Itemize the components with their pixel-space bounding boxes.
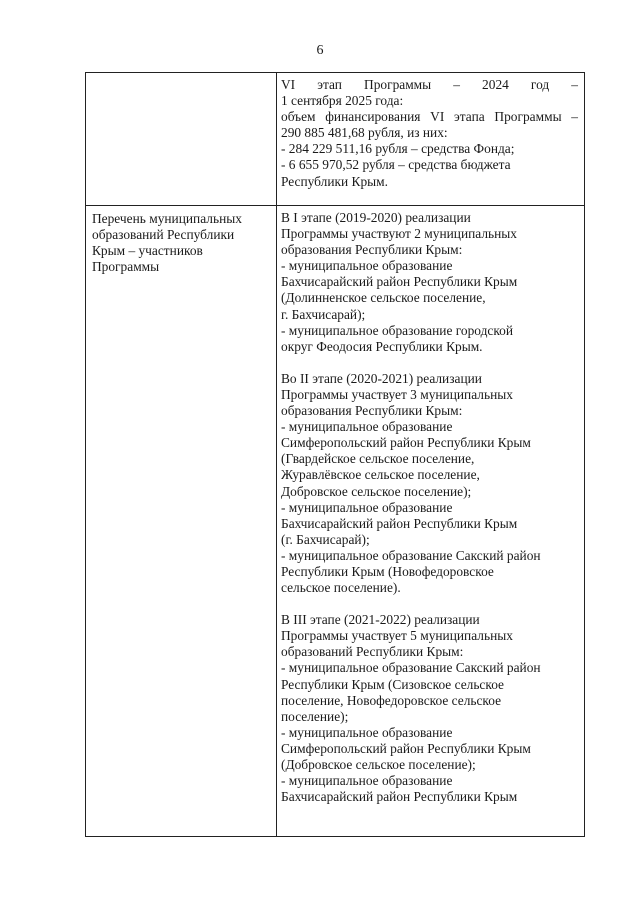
financing-cell <box>277 73 585 206</box>
text-line: сельское поселение). <box>281 580 401 596</box>
text-line: поселение, Новофедоровское сельское <box>281 692 502 708</box>
page-number: 6 <box>316 43 324 58</box>
empty-left-cell <box>86 73 277 206</box>
text-line: 290 885 481,68 рубля, из них: <box>281 125 448 141</box>
text-line: образования Республики Крым: <box>281 403 463 419</box>
text-line: (Добровское сельское поселение); <box>281 757 476 772</box>
text-line: (г. Бахчисарай); <box>281 531 370 547</box>
text-line: - муниципальное образование <box>281 419 453 435</box>
table-row-financing <box>86 73 585 206</box>
text-line: образований Республики Крым: <box>281 644 464 660</box>
label-line: Крым – участников <box>92 243 203 259</box>
text-line: Симферопольский район Республики Крым <box>281 740 531 756</box>
text-line: VI этап Программы – 2024 год – <box>281 77 578 92</box>
text-line: - муниципальное образование <box>281 499 453 515</box>
text-line: - муниципальное образование <box>281 724 453 740</box>
text-line: Республики Крым. <box>281 173 388 189</box>
label-line: образований Республики <box>92 227 235 243</box>
text-line: объем финансирования VI этапа Программы – <box>281 109 578 125</box>
text-line: - муниципальное образование городской <box>281 322 514 338</box>
text-line: В I этапе (2019-2020) реализации <box>281 210 471 225</box>
text-line: Республики Крым (Новофедоровское <box>281 563 494 579</box>
text-line: Журавлёвское сельское поселение, <box>281 467 480 483</box>
text-line: - 6 655 970,52 рубля – средства бюджета <box>281 157 511 173</box>
text-line: Симферопольский район Республики Крым <box>281 435 531 451</box>
text-line: Программы участвует 5 муниципальных <box>281 628 513 644</box>
text-line: Бахчисарайский район Республики Крым <box>281 789 518 805</box>
text-line: Бахчисарайский район Республики Крым <box>281 515 518 531</box>
text-line: - муниципальное образование <box>281 258 453 274</box>
stage-3-block <box>281 612 578 805</box>
text-line: г. Бахчисарай); <box>281 306 366 322</box>
text-line: образования Республики Крым: <box>281 242 463 258</box>
text-line: Программы участвуют 2 муниципальных <box>281 226 517 242</box>
text-line: - муниципальное образование Сакский район <box>281 547 541 563</box>
text-line: Программы участвует 3 муниципальных <box>281 386 513 402</box>
text-line: 1 сентября 2025 года: <box>281 93 404 109</box>
text-line: В III этапе (2021-2022) реализации <box>281 612 480 628</box>
stage-1-block <box>281 210 578 355</box>
text-line: - 284 229 511,16 рубля – средства Фонда; <box>281 141 515 157</box>
label-line: Программы <box>92 259 160 275</box>
text-line: поселение); <box>281 708 349 724</box>
text-line: (Гвардейское сельское поселение, <box>281 451 475 467</box>
municipalities-content-cell <box>277 206 585 837</box>
text-line: Во II этапе (2020-2021) реализации <box>281 370 482 386</box>
text-line: округ Феодосия Республики Крым. <box>281 338 483 354</box>
text-line: - муниципальное образование Сакский район <box>281 660 541 676</box>
text-line: - муниципальное образование <box>281 773 453 789</box>
stage-2-block <box>281 371 578 596</box>
text-line: Бахчисарайский район Республики Крым <box>281 274 518 290</box>
text-line: Республики Крым (Сизовское сельское <box>281 676 505 692</box>
label-line: Перечень муниципальных <box>92 211 242 226</box>
table-row-municipalities <box>86 206 585 837</box>
text-line: (Долинненское сельское поселение, <box>281 290 486 306</box>
program-passport-table <box>85 72 585 837</box>
text-line: Добровское сельское поселение); <box>281 483 472 499</box>
municipalities-label-cell <box>86 206 277 837</box>
